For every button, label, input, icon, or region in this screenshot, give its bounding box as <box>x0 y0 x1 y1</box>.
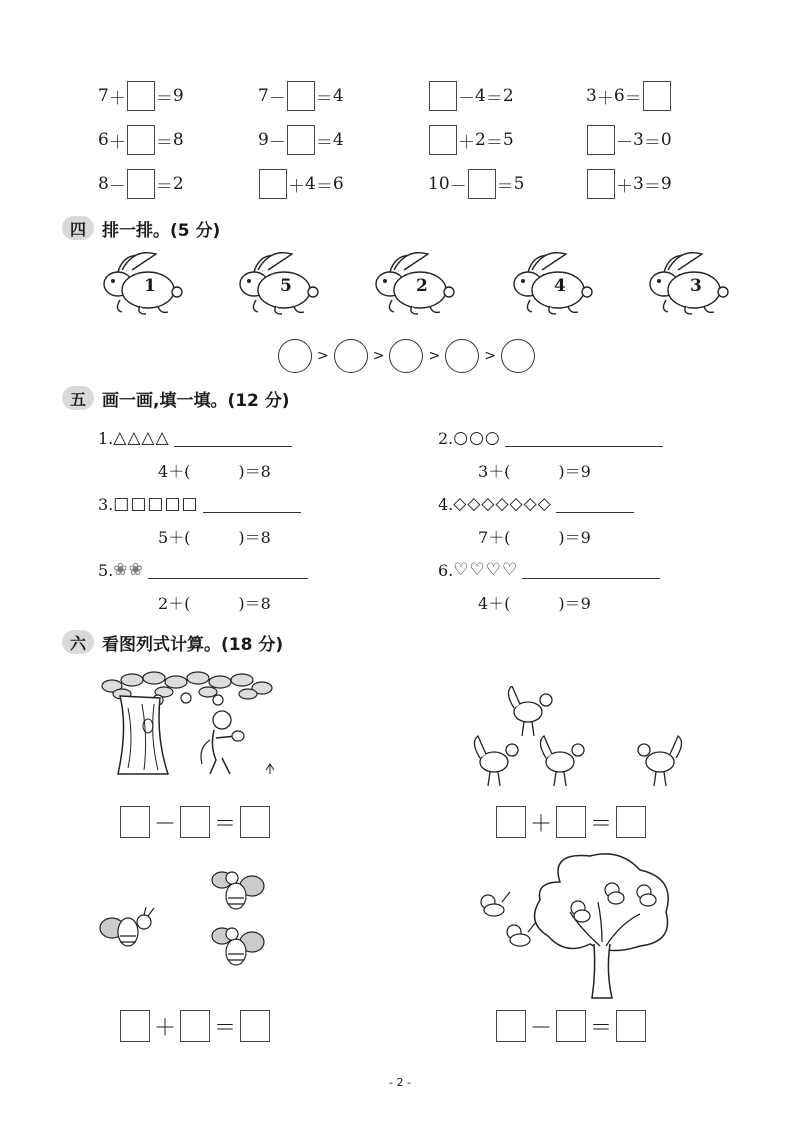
draw-item-5 <box>98 556 308 584</box>
draw-equation-1[interactable]: 4＋( )＝8 <box>158 461 271 481</box>
operator: ＋ <box>596 88 614 109</box>
number: 3 <box>633 130 644 150</box>
operator: ＋ <box>458 132 475 153</box>
number: 9 <box>172 86 184 106</box>
draw-item-1 <box>98 424 292 452</box>
rabbit-icon <box>646 250 730 318</box>
item-label: 5. <box>98 560 114 580</box>
operator: － <box>154 811 177 837</box>
heart-icons: ♡♡♡♡ <box>453 560 519 580</box>
rabbit-icon <box>236 250 320 318</box>
greater-than-sign: > <box>428 348 441 364</box>
draw-line[interactable] <box>203 512 301 513</box>
rabbit-figure <box>236 250 320 318</box>
answer-box[interactable] <box>287 81 315 111</box>
number: 2 <box>502 86 514 106</box>
equals-sign: ＝ <box>315 176 333 197</box>
square-icons: □□□□□ <box>113 494 199 514</box>
answer-box[interactable] <box>240 1010 270 1042</box>
equals-sign: ＝ <box>155 88 173 109</box>
equals-sign: ＝ <box>485 88 503 109</box>
fill-in-equation <box>258 78 344 114</box>
number: 4 <box>332 86 344 106</box>
fill-in-equation <box>98 122 184 158</box>
operator: － <box>268 132 286 153</box>
number: 9 <box>660 174 672 194</box>
picture-equation-3 <box>120 1010 270 1042</box>
number: 2 <box>475 130 486 150</box>
operator: ＋ <box>616 176 633 197</box>
section-five-header <box>62 384 290 412</box>
operator: － <box>108 176 126 197</box>
circle-icons: ○○○ <box>453 428 501 448</box>
draw-line[interactable] <box>505 446 663 447</box>
answer-circle[interactable] <box>334 339 368 373</box>
answer-box[interactable] <box>587 125 615 155</box>
number: 7 <box>98 86 109 106</box>
draw-equation-5[interactable]: 2＋( )＝8 <box>158 593 271 613</box>
equals-sign: ＝ <box>214 811 237 837</box>
fill-in-equation <box>98 166 184 202</box>
number: 8 <box>172 130 184 150</box>
item-label: 2. <box>438 428 454 448</box>
rabbit-number: 2 <box>416 276 428 296</box>
ordering-row <box>278 336 535 376</box>
item-label: 6. <box>438 560 454 580</box>
answer-box[interactable] <box>127 125 155 155</box>
rabbit-number: 3 <box>690 276 702 296</box>
bee-illustration <box>96 866 276 976</box>
draw-item-4 <box>438 490 634 518</box>
rabbit-number: 4 <box>554 276 566 296</box>
equals-sign: ＝ <box>590 811 613 837</box>
number: 5 <box>502 130 514 150</box>
number: 0 <box>660 130 672 150</box>
fill-in-equation <box>258 166 344 202</box>
answer-box[interactable] <box>468 169 496 199</box>
operator: － <box>530 1015 553 1041</box>
operator: ＋ <box>288 176 305 197</box>
fill-in-equation <box>586 122 672 158</box>
flower-icons: ❀❀ <box>113 560 144 580</box>
number: 8 <box>98 174 109 194</box>
draw-item-6 <box>438 556 660 584</box>
number: 4 <box>305 174 316 194</box>
number: 3 <box>586 86 597 106</box>
operator: － <box>268 88 286 109</box>
answer-circle[interactable] <box>389 339 423 373</box>
operator: － <box>458 88 475 109</box>
rabbit-number: 5 <box>280 276 292 296</box>
item-label: 3. <box>98 494 114 514</box>
answer-box[interactable] <box>429 125 457 155</box>
section-six-header <box>62 628 283 656</box>
rabbit-figure <box>100 250 184 318</box>
answer-box[interactable] <box>180 806 210 838</box>
equals-sign: ＝ <box>624 88 642 109</box>
answer-box[interactable] <box>287 125 315 155</box>
answer-box[interactable] <box>587 169 615 199</box>
operator: － <box>616 132 633 153</box>
answer-box[interactable] <box>259 169 287 199</box>
answer-circle[interactable] <box>501 339 535 373</box>
draw-equation-4[interactable]: 7＋( )＝9 <box>478 527 591 547</box>
greater-than-sign: > <box>317 348 329 364</box>
picture-equation-2 <box>496 806 646 838</box>
section-four-header <box>62 214 220 242</box>
draw-item-2 <box>438 424 663 452</box>
section-title: 看图列式计算。(18 分) <box>102 634 284 655</box>
item-label: 1. <box>98 428 114 448</box>
equals-sign: ＝ <box>496 176 514 197</box>
tree-birds-illustration <box>470 852 680 1002</box>
draw-line[interactable] <box>148 578 308 579</box>
equals-sign: ＝ <box>155 176 173 197</box>
rabbit-figure <box>510 250 594 318</box>
rooster-illustration <box>470 686 690 796</box>
answer-box[interactable] <box>127 81 155 111</box>
draw-line[interactable] <box>556 512 634 513</box>
section-title: 画一画,填一填。(12 分) <box>102 390 290 411</box>
fill-in-equation <box>428 166 524 202</box>
answer-circle[interactable] <box>445 339 479 373</box>
number: 9 <box>258 130 269 150</box>
answer-box[interactable] <box>120 806 150 838</box>
rabbit-figure <box>372 250 456 318</box>
number: 4 <box>332 130 344 150</box>
equals-sign: ＝ <box>485 132 503 153</box>
picture-equation-4 <box>496 1010 646 1042</box>
answer-box[interactable] <box>127 169 155 199</box>
fill-in-equation <box>586 78 672 114</box>
number: 3 <box>633 174 644 194</box>
fill-in-equation <box>586 166 672 202</box>
equals-sign: ＝ <box>590 1015 613 1041</box>
greater-than-sign: > <box>484 348 496 364</box>
rabbit-icon <box>510 250 594 318</box>
number: 10 <box>428 174 450 194</box>
equals-sign: ＝ <box>155 132 173 153</box>
draw-equation-3[interactable]: 5＋( )＝8 <box>158 527 271 547</box>
operator: ＋ <box>108 88 126 109</box>
number: 2 <box>172 174 184 194</box>
diamond-icons: ◇◇◇◇◇◇◇ <box>453 494 552 514</box>
draw-item-3 <box>98 490 301 518</box>
equals-sign: ＝ <box>214 1015 237 1041</box>
equals-sign: ＝ <box>643 132 661 153</box>
answer-box[interactable] <box>616 1010 646 1042</box>
number: 5 <box>513 174 525 194</box>
fill-in-equation <box>428 78 514 114</box>
number: 6 <box>98 130 109 150</box>
rabbit-number: 1 <box>144 276 156 296</box>
picture-equation-1 <box>120 806 270 838</box>
tree-monkey-illustration <box>98 668 278 780</box>
equals-sign: ＝ <box>315 88 333 109</box>
fill-in-equation <box>428 122 514 158</box>
triangle-icons: △△△△ <box>113 428 170 448</box>
draw-equation-2[interactable]: 3＋( )＝9 <box>478 461 591 481</box>
rabbit-figure <box>646 250 730 318</box>
number: 4 <box>475 86 486 106</box>
answer-box[interactable] <box>643 81 671 111</box>
section-number: 六 <box>62 630 94 654</box>
operator: ＋ <box>530 811 553 837</box>
page-number: - 2 - <box>389 1076 411 1089</box>
answer-box[interactable] <box>556 806 586 838</box>
answer-box[interactable] <box>429 81 457 111</box>
answer-box[interactable] <box>556 1010 586 1042</box>
operator: ＋ <box>108 132 126 153</box>
operator: ＋ <box>154 1015 177 1041</box>
section-number: 五 <box>62 386 94 410</box>
answer-box[interactable] <box>496 1010 526 1042</box>
equals-sign: ＝ <box>643 176 661 197</box>
draw-equation-6[interactable]: 4＋( )＝9 <box>478 593 591 613</box>
number: 6 <box>332 174 344 194</box>
section-number: 四 <box>62 216 94 240</box>
operator: － <box>449 176 467 197</box>
fill-in-equation <box>258 122 344 158</box>
equals-sign: ＝ <box>315 132 333 153</box>
answer-box[interactable] <box>180 1010 210 1042</box>
section-title: 排一排。(5 分) <box>102 220 221 241</box>
number: 7 <box>258 86 269 106</box>
greater-than-sign: > <box>372 348 385 364</box>
number: 6 <box>613 86 625 106</box>
fill-in-equation <box>98 78 184 114</box>
answer-circle[interactable] <box>278 339 312 373</box>
rabbit-icon <box>372 250 456 318</box>
answer-box[interactable] <box>120 1010 150 1042</box>
rabbit-icon <box>100 250 184 318</box>
answer-box[interactable] <box>616 806 646 838</box>
item-label: 4. <box>438 494 454 514</box>
draw-line[interactable] <box>522 578 660 579</box>
answer-box[interactable] <box>240 806 270 838</box>
answer-box[interactable] <box>496 806 526 838</box>
draw-line[interactable] <box>174 446 292 447</box>
